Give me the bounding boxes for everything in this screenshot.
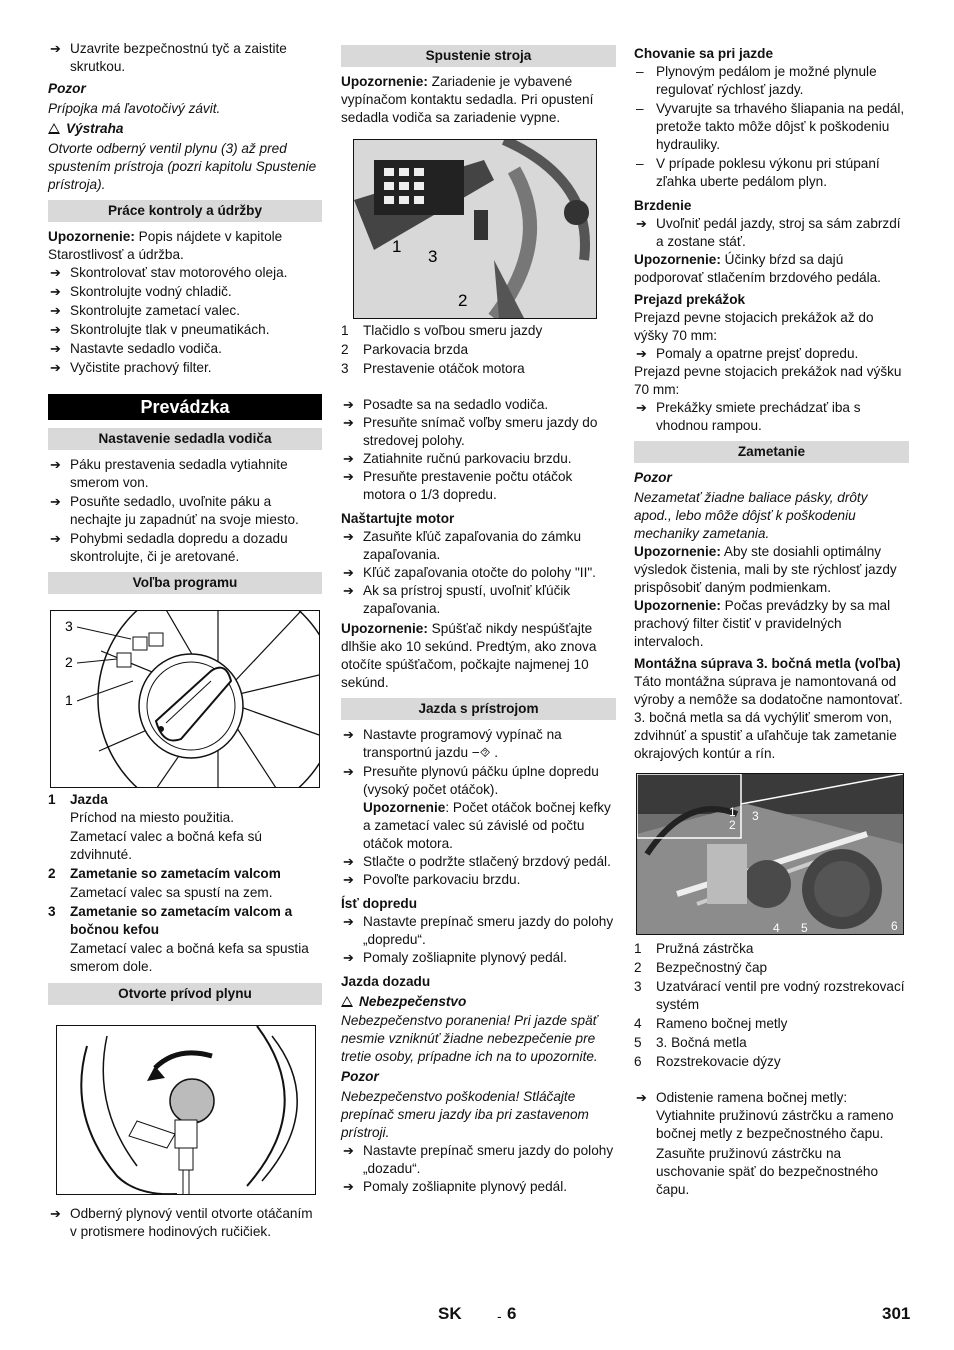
list-item: ➔ Pohybmi sedadla dopredu a dozadu skontrolujte, či je aretované. [48,530,322,566]
pozor-text: Nebezpečenstvo poškodenia! Stláčajte prepínač smeru jazdy iba pri zastavenom prístroji. [341,1089,589,1140]
legend-item: 5 3. Bočná metla [634,1035,747,1050]
list-item: ➔ Uvoľniť pedál jazdy, stroj sa sám zabrzdí a zostane stáť. [634,215,909,251]
maintenance-note: Upozornenie: Popis nájdete v kapitole Starostlivosť a údržba. [48,229,283,262]
footer-dash: - [497,1308,502,1324]
list-item: ➔ Nastavte prepínač smeru jazdy do polohy „dozadu“. [341,1142,616,1178]
legend-item: 4 Rameno bočnej metly [634,1016,788,1031]
step-close-bar: ➔ Uzavrite bezpečnostnú tyč a zaistite skrutkou. [48,40,322,76]
pozor-label: Pozor [634,470,672,485]
program-dial-figure [50,610,320,788]
photo-label-6: 6 [891,919,898,933]
brake-heading: Brzdenie [634,198,692,213]
legend-item: 1 Pružná zástrčka [634,941,754,956]
dashboard-photo [353,139,597,319]
figure-label-1: 1 [392,237,402,256]
pozor-label: Pozor [341,1069,379,1084]
legend-item: 2 Parkovacia brzda [341,342,469,357]
program-heading: Voľba programu [48,572,322,594]
forward-heading: Ísť dopredu [341,896,417,911]
drive-note: Upozornenie: Počet otáčok bočnej kefky a zametací valec sú závislé od počtu otáčok motora. [363,800,611,851]
obstacle-heading: Prejazd prekážok [634,292,746,307]
kit-text: Táto montážna súprava je namontovaná od výroby a nemôže sa dodatočne namontovať. [634,674,903,707]
maintenance-heading: Práce kontroly a údržby [48,200,322,222]
transport-icon: −⯑ [468,745,491,760]
program-item-text: Príchod na miesto použitia. [70,810,234,825]
legend-item: 6 Rozstrekovacie dýzy [634,1054,781,1069]
list-item: ➔ Stlačte o podržte stlačený brzdový pedál. [341,853,616,871]
list-item: ➔ Pomaly a opatrne prejsť dopredu. [634,345,909,363]
list-item: ➔ Zasuňte kľúč zapaľovania do zámku zapaľovania. [341,528,616,564]
list-item: ➔ Skontrolujte zametací valec. [48,302,322,320]
dashboard-drawing [354,140,596,318]
list-item: ➔ Nastavte sedadlo vodiča. [48,340,322,358]
program-item-text: Zametací valec a bočná kefa sú zdvihnuté. [70,829,262,862]
photo-label-1: 1 [729,805,736,819]
list-item: ➔ Posadte sa na sedadlo vodiča. [341,396,616,414]
photo-label-4: 4 [773,921,780,934]
list-item: ➔ Posuňte sedadlo, uvoľnite páku a nechajte ju zapadnúť na svoje miesto. [48,493,322,529]
list-item: ➔ Presuňte prestavenie počtu otáčok motora o 1/3 dopredu. [341,468,616,504]
motor-note: Upozornenie: Spúšťač nikdy nespúšťajte dlhšie ako 10 sekúnd. Predtým, ako znova otočíte spúšťačom, počkajte najmenej 10 sekúnd. [341,621,597,690]
brake-note: Upozornenie: Účinky bŕzd sa dajú podporovať stlačením brzdového pedála. [634,252,881,285]
program-list [48,791,322,976]
list-item: – V prípade poklesu výkonu pri stúpaní zľahka uberte pedálom plyn. [634,155,909,191]
gas-valve-drawing [57,1026,315,1194]
legend-item: 2 Bezpečnostný čap [634,960,768,975]
maintenance-steps [48,264,322,377]
column-1 [48,40,322,1241]
broom-legend [634,940,909,1071]
section-title-operation: Prevádzka [48,394,322,420]
motor-heading: Naštartujte motor [341,511,455,526]
photo-label-5: 5 [801,921,808,934]
legend-item: 3 Prestavenie otáčok motora [341,361,525,376]
side-broom-photo [636,773,904,935]
sweep-heading: Zametanie [634,441,909,463]
behavior-heading: Chovanie sa pri jazde [634,46,774,61]
reverse-heading: Jazda dozadu [341,974,431,989]
list-item: ➔ Nastavte prepínač smeru jazdy do polohy „dopredu“. [341,913,616,949]
seat-heading: Nastavenie sedadla vodiča [48,428,322,450]
program-dial-drawing [51,611,319,787]
dial-label-2: 2 [65,654,73,670]
kit-heading: Montážna súprava 3. bočná metla (voľba) [634,656,901,671]
program-item-text: Zametací valec sa spustí na zem. [70,885,273,900]
gas-valve-figure [56,1025,316,1195]
dashboard-legend [341,322,616,378]
list-item: ➔ Skontrolujte vodný chladič. [48,283,322,301]
gas-heading: Otvorte prívod plynu [48,983,322,1005]
warning-text: Otvorte odberný ventil plynu (3) až pred spustením prístroja (pozri kapitolu Spustenie prístroja). [48,141,317,192]
sweep-note: Upozornenie: Aby ste dosiahli optimálny výsledok čistenia, mali by ste rýchlosť jazdy prispôsobiť daným podmienkam. [634,544,897,595]
warning-icon [48,123,60,134]
list-item: – Plynovým pedálom je možné plynule regulovať rýchlosť jazdy. [634,63,909,99]
legend-item: 1 Tlačidlo s voľbou smeru jazdy [341,323,543,338]
drive-step-1: ➔ Nastavte programový vypínač na transportnú jazdu −⯑ . [341,726,616,762]
list-item: ➔ Prekážky smiete prechádzať iba s vhodnou rampou. [634,399,909,435]
list-item: ➔ Povoľte parkovaciu brzdu. [341,871,616,889]
photo-label-3: 3 [752,809,759,823]
drive-heading: Jazda s prístrojom [341,698,616,720]
step-open-gas: ➔ Odberný plynový ventil otvorte otáčaním v protismere hodinových ručičiek. [48,1205,322,1241]
program-item-title: 3 Zametanie so zametacím valcom a bočnou kefou [48,904,293,937]
list-item: ➔ Pomaly zošliapnite plynový pedál. [341,949,616,967]
list-item: ➔ Presuňte plynovú páčku úplne dopredu (vysoký počet otáčok). [341,763,616,799]
release-text: Zasuňte pružinovú zástrčku na uschovanie späť do bezpečnostného čapu. [656,1146,879,1197]
footer-language: SK [438,1304,462,1323]
column-2 [341,40,616,1196]
column-3 [634,40,909,1199]
list-item: ➔ Ak sa prístroj spustí, uvoľniť kľúčik zapaľovania. [341,582,616,618]
footer-page-local: 6 [507,1304,517,1323]
list-item: – Vyvarujte sa trhavého šliapania na pedál, pretože takto môže dôjsť k poškodeniu hydrauliky. [634,100,909,154]
start-heading: Spustenie stroja [341,45,616,67]
warning-icon [341,996,353,1007]
danger-label: Nebezpečenstvo [341,993,616,1011]
side-broom-drawing [637,774,903,934]
warning-label: Výstraha [48,120,322,138]
list-item: ➔ Skontrolujte tlak v pneumatikách. [48,321,322,339]
program-item-text: Zametací valec a bočná kefa sa spustia smerom dole. [70,941,309,974]
start-note: Upozornenie: Zariadenie je vybavené vypínačom kontaktu sedadla. Pri opustení sedadla vodiča sa zariadenie vypne. [341,74,594,125]
pozor-text: Prípojka má ľavotočivý závit. [48,101,221,116]
list-item: ➔ Skontrolovať stav motorového oleja. [48,264,322,282]
list-item: ➔ Zatiahnite ručnú parkovaciu brzdu. [341,450,616,468]
list-item: ➔ Pomaly zošliapnite plynový pedál. [341,1178,616,1196]
list-item: ➔ Presuňte snímač voľby smeru jazdy do stredovej polohy. [341,414,616,450]
list-item: ➔ Páku prestavenia sedadla vytiahnite smerom von. [48,456,322,492]
start-steps [341,396,616,504]
program-item-title: 2 Zametanie so zametacím valcom [48,866,281,881]
photo-label-2: 2 [729,818,736,832]
footer-page-number: 301 [882,1304,911,1323]
sweep-note: Upozornenie: Počas prevádzky by sa mal prachový filter čistiť v pravidelných intervaloch. [634,598,891,649]
pozor-label: Pozor [48,81,86,96]
figure-label-3: 3 [428,247,438,266]
list-item: ➔ Vyčistite prachový filter. [48,359,322,377]
legend-item: 3 Uzatvárací ventil pre vodný rozstrekovací systém [634,979,905,1012]
list-item: ➔ Kľúč zapaľovania otočte do polohy "II". [341,564,616,582]
obstacle-text: Prejazd pevne stojacich prekážok až do výšky 70 mm: [634,310,874,343]
dial-label-3: 3 [65,618,73,634]
kit-text: 3. bočná metla sa dá vychýliť smerom von, zdvihnúť a spustiť a uľahčuje tak zametanie okrajových kontúr a rín. [634,710,897,761]
program-item-title: 1 Jazda [48,792,108,807]
danger-text: Nebezpečenstvo poranenia! Pri jazde späť nesmie vzniknúť žiadne nebezpečenie pre tretie osoby, prípadne ich na to upozornite. [341,1013,598,1064]
dial-label-1: 1 [65,692,73,708]
obstacle-text: Prejazd pevne stojacich prekážok nad výšku 70 mm: [634,364,902,397]
step-release-arm: ➔ Odistenie ramena bočnej metly: Vytiahnite pružinovú zástrčku a rameno bočnej metly z bezpečnostného čapu. [634,1089,909,1143]
pozor-text: Nezametať žiadne baliace pásky, drôty apod., lebo môže dôjsť k poškodeniu mechaniky zametania. [634,490,868,541]
figure-label-2: 2 [458,291,468,310]
